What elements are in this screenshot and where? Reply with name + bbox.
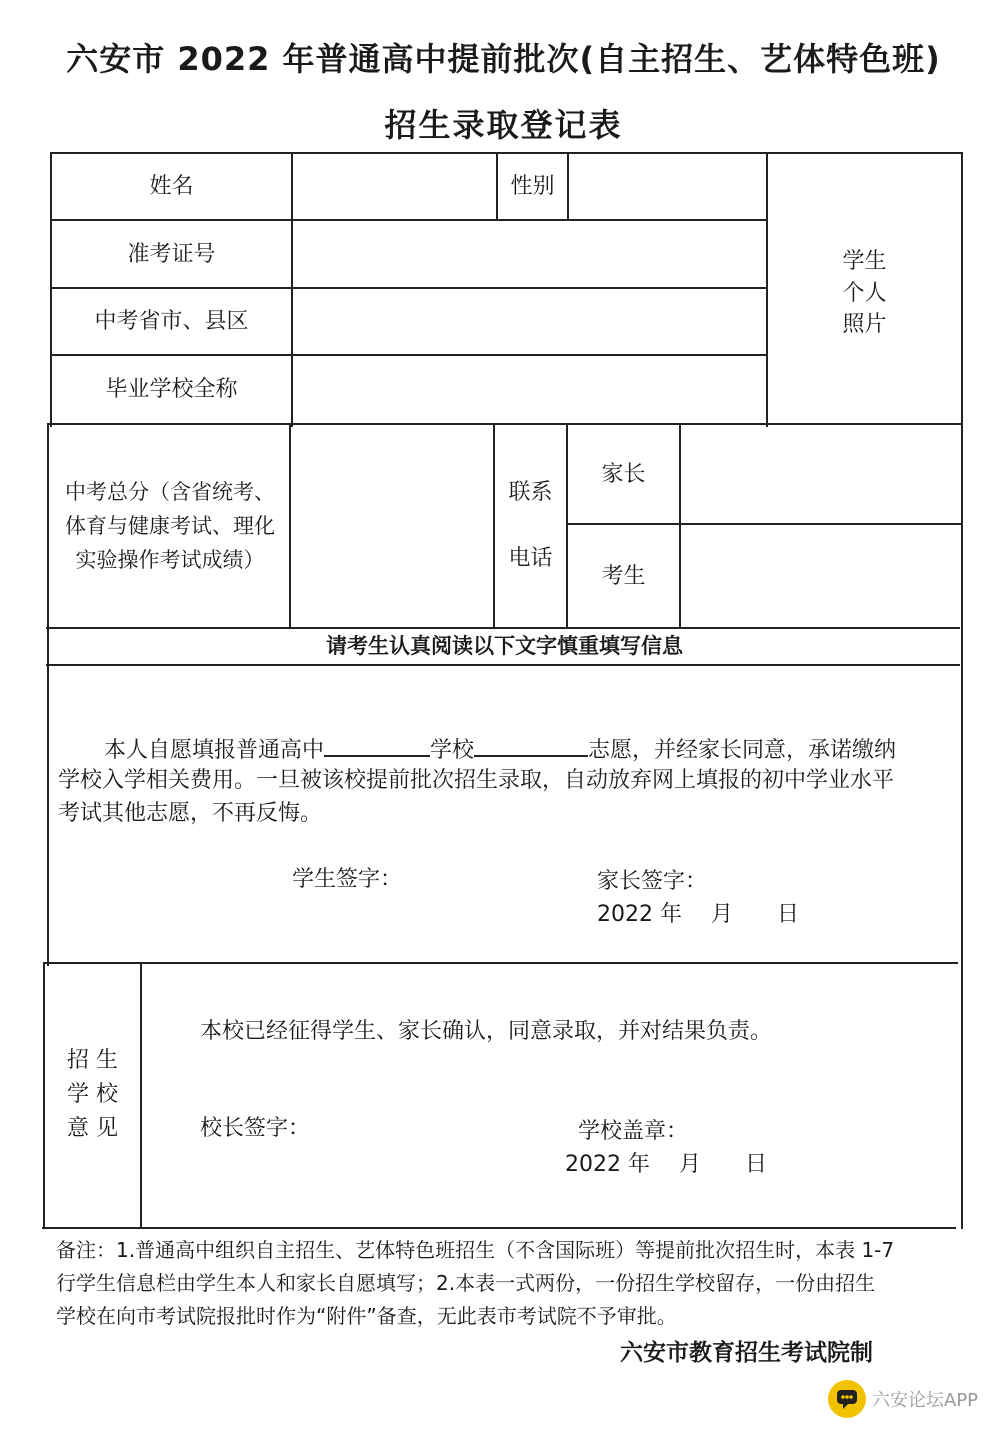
input-total-score[interactable] [291,425,493,627]
row-divider-6 [46,664,960,666]
remark-note [56,1234,971,1333]
school-stamp-label: 学校盖章： [578,1119,689,1144]
label-gender: 性别 [510,174,555,199]
parent-signature-label: 家长签字： [597,869,708,894]
contact-label-line-2: 电话 [508,546,553,571]
watermark [828,1380,978,1418]
label-name: 姓名 [149,174,194,199]
photo-label-line-2: 个人 [842,280,887,306]
label-student-phone: 考生 [601,563,646,589]
row-divider-7 [44,962,958,964]
opinion-label-line-1: 招 生 [67,1048,118,1073]
input-exam-location[interactable] [293,289,766,354]
remark-line-2: 行学生信息栏由学生本人和家长自愿填写；2.本表一式两份，一份招生学校留存，一份由招生 [56,1271,876,1295]
pledge-line-1 [104,731,896,767]
photo-label-line-3: 照片 [842,312,887,338]
input-parent-phone[interactable] [681,425,961,523]
col-divider-opinion [140,962,142,1229]
high-school-blank[interactable] [324,731,430,757]
watermark-text: 六安论坛APP [872,1390,979,1411]
form-title: 六安市 2022 年普通高中提前批次(自主招生、艺体特色班) [66,40,941,78]
pledge-part-3: 志愿，并经家长同意，承诺缴纳 [588,738,897,763]
label-total-score: 中考总分（含省统考、体育与健康考试、理化实验操作考试成绩） [65,480,275,572]
input-exam-number[interactable] [293,221,766,287]
table-border-bottom [42,1227,956,1229]
pledge-part-2: 学校 [430,738,475,763]
contact-label-line-1: 联系 [508,480,553,505]
student-signature-label: 学生签字： [292,867,403,892]
school-choice-blank[interactable] [474,731,588,757]
pledge-line-3: 考试其他志愿，不再反悔。 [58,801,323,826]
school-opinion-text: 本校已经征得学生、家长确认，同意录取，并对结果负责。 [200,1019,773,1044]
input-student-phone[interactable] [681,525,961,627]
table-border-right [961,152,963,1229]
input-graduate-school[interactable] [293,356,766,423]
input-gender[interactable] [569,154,766,219]
label-parent-phone: 家长 [601,461,646,487]
photo-area[interactable] [768,154,961,423]
input-name[interactable] [293,154,496,219]
remark-line-3: 学校在向市考试院报批时作为“附件”备查，无此表市考试院不予审批。 [56,1304,677,1328]
pledge-date: 2022 年 月 日 [597,902,799,927]
label-school-opinion [45,1000,140,1190]
label-exam-number: 准考证号 [127,241,216,267]
label-contact-phone [495,425,566,627]
issuing-organization: 六安市教育招生考试院制 [620,1340,873,1366]
opinion-label-line-2: 学 校 [67,1082,118,1107]
pledge-line-2: 学校入学相关费用。一旦被该校提前批次招生录取，自动放弃网上填报的初中学业水平 [58,768,895,793]
label-graduate-school: 毕业学校全称 [105,377,238,402]
chat-bubble-icon [828,1380,866,1418]
remark-line-1: 备注：1.普通高中组织自主招生、艺体特色班招生（不含国际班）等提前批次招生时，本表 1-7 [56,1238,895,1262]
notice-banner: 请考生认真阅读以下文字慎重填写信息 [326,633,683,658]
principal-signature-label: 校长签字： [200,1116,311,1141]
form-subtitle: 招生录取登记表 [384,106,623,144]
table-border-left-2 [47,423,49,966]
photo-label-line-1: 学生 [842,248,887,274]
label-exam-location: 中考省市、县区 [94,309,249,334]
pledge-part-1: 本人自愿填报普通高中 [104,738,325,763]
opinion-label-line-3: 意 见 [67,1116,118,1141]
school-opinion-date: 2022 年 月 日 [565,1152,767,1177]
